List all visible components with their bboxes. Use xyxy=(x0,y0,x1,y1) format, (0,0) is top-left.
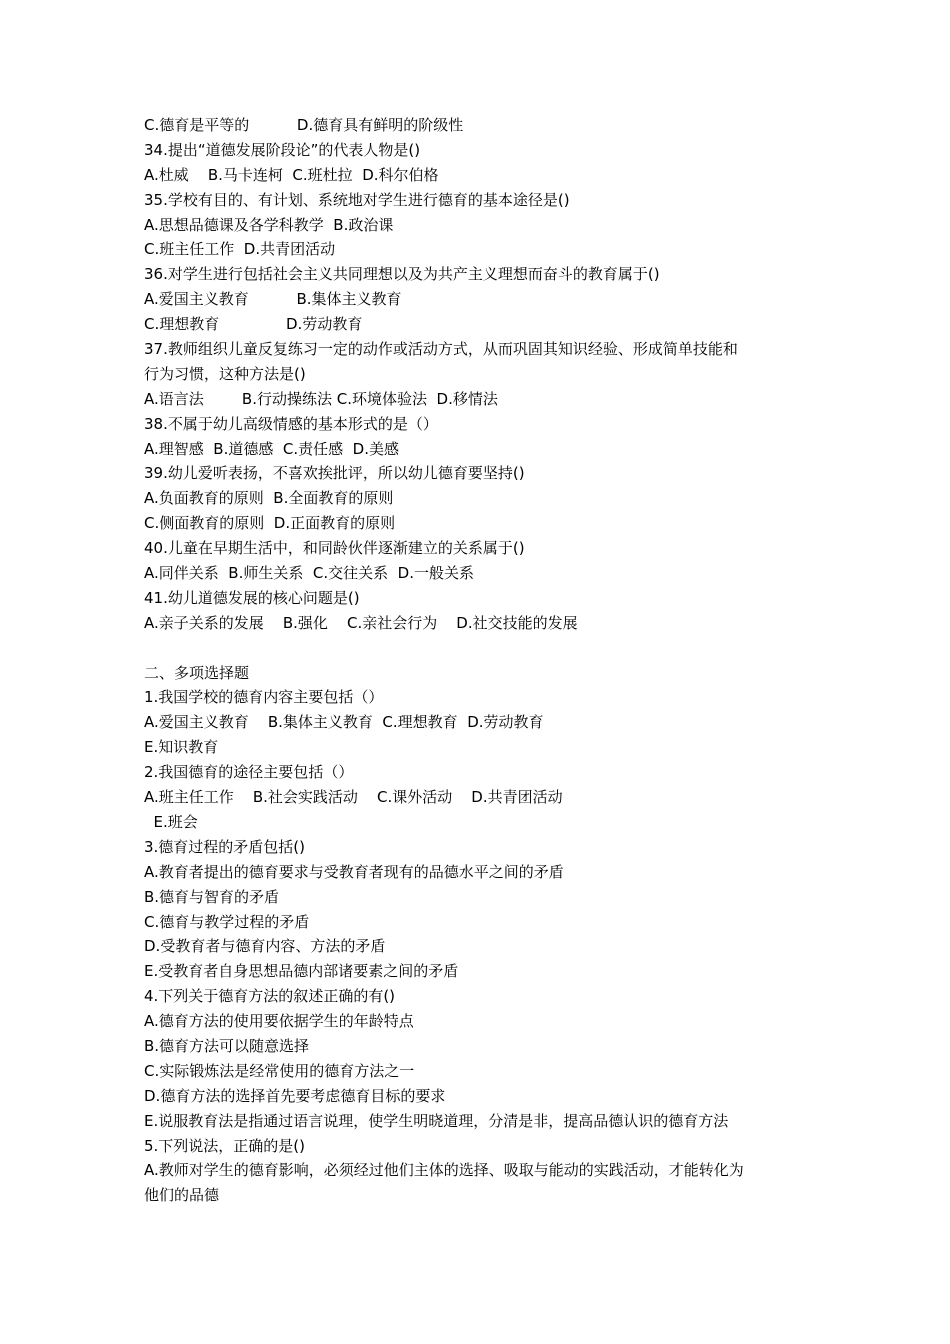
options-39-cd: C.侧面教育的原则 D.正面教育的原则 xyxy=(144,514,396,533)
options-41: A.亲子关系的发展 B.强化 C.亲社会行为 D.社交技能的发展 xyxy=(144,613,578,632)
question-37: 37.教师组织儿童反复练习一定的动作或活动方式，从而巩固其知识经验、形成简单技能和 xyxy=(144,340,738,359)
options-40: A.同伴关系 B.师生关系 C.交往关系 D.一般关系 xyxy=(144,564,474,583)
options-34: A.杜威 B.马卡连柯 C.班杜拉 D.科尔伯格 xyxy=(144,165,439,184)
options-37: A.语言法 B.行动操练法 C.环境体验法 D.移情法 xyxy=(144,389,498,408)
mq-options-2-e: E.班会 xyxy=(144,812,198,831)
text-line: C.德育是平等的 D.德育具有鲜明的阶级性 xyxy=(144,116,464,134)
mq-option-5a-cont: 他们的品德 xyxy=(144,1186,220,1205)
options-38: A.理智感 B.道德感 C.责任感 D.美感 xyxy=(144,439,399,458)
mq-question-1: 1.我国学校的德育内容主要包括（） xyxy=(144,688,384,707)
mq-option-5a: A.教师对学生的德育影响，必须经过他们主体的选择、吸取与能动的实践活动，才能转化为 xyxy=(144,1161,744,1180)
options-35-cd: C.班主任工作 D.共青团活动 xyxy=(144,240,336,259)
question-36: 36.对学生进行包括社会主义共同理想以及为共产主义理想而奋斗的教育属于() xyxy=(144,265,660,284)
mq-options-2: A.班主任工作 B.社会实践活动 C.课外活动 D.共青团活动 xyxy=(144,788,563,807)
mq-options-1: A.爱国主义教育 B.集体主义教育 C.理想教育 D.劳动教育 xyxy=(144,713,544,732)
mq-option-3c: C.德育与教学过程的矛盾 xyxy=(144,912,310,931)
question-39: 39.幼儿爱听表扬，不喜欢挨批评，所以幼儿德育要坚持() xyxy=(144,464,525,483)
mq-question-5: 5.下列说法，正确的是() xyxy=(144,1136,306,1155)
question-38: 38.不属于幼儿高级情感的基本形式的是（） xyxy=(144,414,438,433)
mq-option-4c: C.实际锻炼法是经常使用的德育方法之一 xyxy=(144,1061,415,1080)
mq-option-4a: A.德育方法的使用要依据学生的年龄特点 xyxy=(144,1012,414,1031)
options-36-ab: A.爱国主义教育 B.集体主义教育 xyxy=(144,290,402,309)
options-36-cd: C.理想教育 D.劳动教育 xyxy=(144,315,363,334)
mq-question-4: 4.下列关于德育方法的叙述正确的有() xyxy=(144,987,396,1006)
question-35: 35.学校有目的、有计划、系统地对学生进行德育的基本途径是() xyxy=(144,190,570,209)
mq-option-3b: B.德育与智育的矛盾 xyxy=(144,887,280,906)
question-40: 40.儿童在早期生活中，和同龄伙伴逐渐建立的关系属于() xyxy=(144,539,525,558)
mq-option-4b: B.德育方法可以随意选择 xyxy=(144,1036,310,1055)
question-37-cont: 行为习惯，这种方法是() xyxy=(144,364,306,383)
mq-question-2: 2.我国德育的途径主要包括（） xyxy=(144,763,354,782)
options-39-ab: A.负面教育的原则 B.全面教育的原则 xyxy=(144,489,394,508)
section-heading: 二、多项选择题 xyxy=(144,663,250,682)
mq-option-4d: D.德育方法的选择首先要考虑德育目标的要求 xyxy=(144,1086,446,1105)
mq-options-1-e: E.知识教育 xyxy=(144,738,219,757)
options-35-ab: A.思想品德课及各学科教学 B.政治课 xyxy=(144,215,394,234)
mq-option-4e: E.说服教育法是指通过语言说理，使学生明晓道理，分清是非，提高品德认识的德育方法 xyxy=(144,1111,729,1130)
mq-option-3e: E.受教育者自身思想品德内部诸要素之间的矛盾 xyxy=(144,962,459,981)
question-34: 34.提出“道德发展阶段论”的代表人物是() xyxy=(144,140,421,159)
question-41: 41.幼儿道德发展的核心问题是() xyxy=(144,588,360,607)
mq-question-3: 3.德育过程的矛盾包括() xyxy=(144,837,306,856)
mq-option-3d: D.受教育者与德育内容、方法的矛盾 xyxy=(144,937,386,956)
blank-line xyxy=(144,636,824,661)
document-page xyxy=(144,113,824,1208)
mq-option-3a: A.教育者提出的德育要求与受教育者现有的品德水平之间的矛盾 xyxy=(144,862,564,881)
